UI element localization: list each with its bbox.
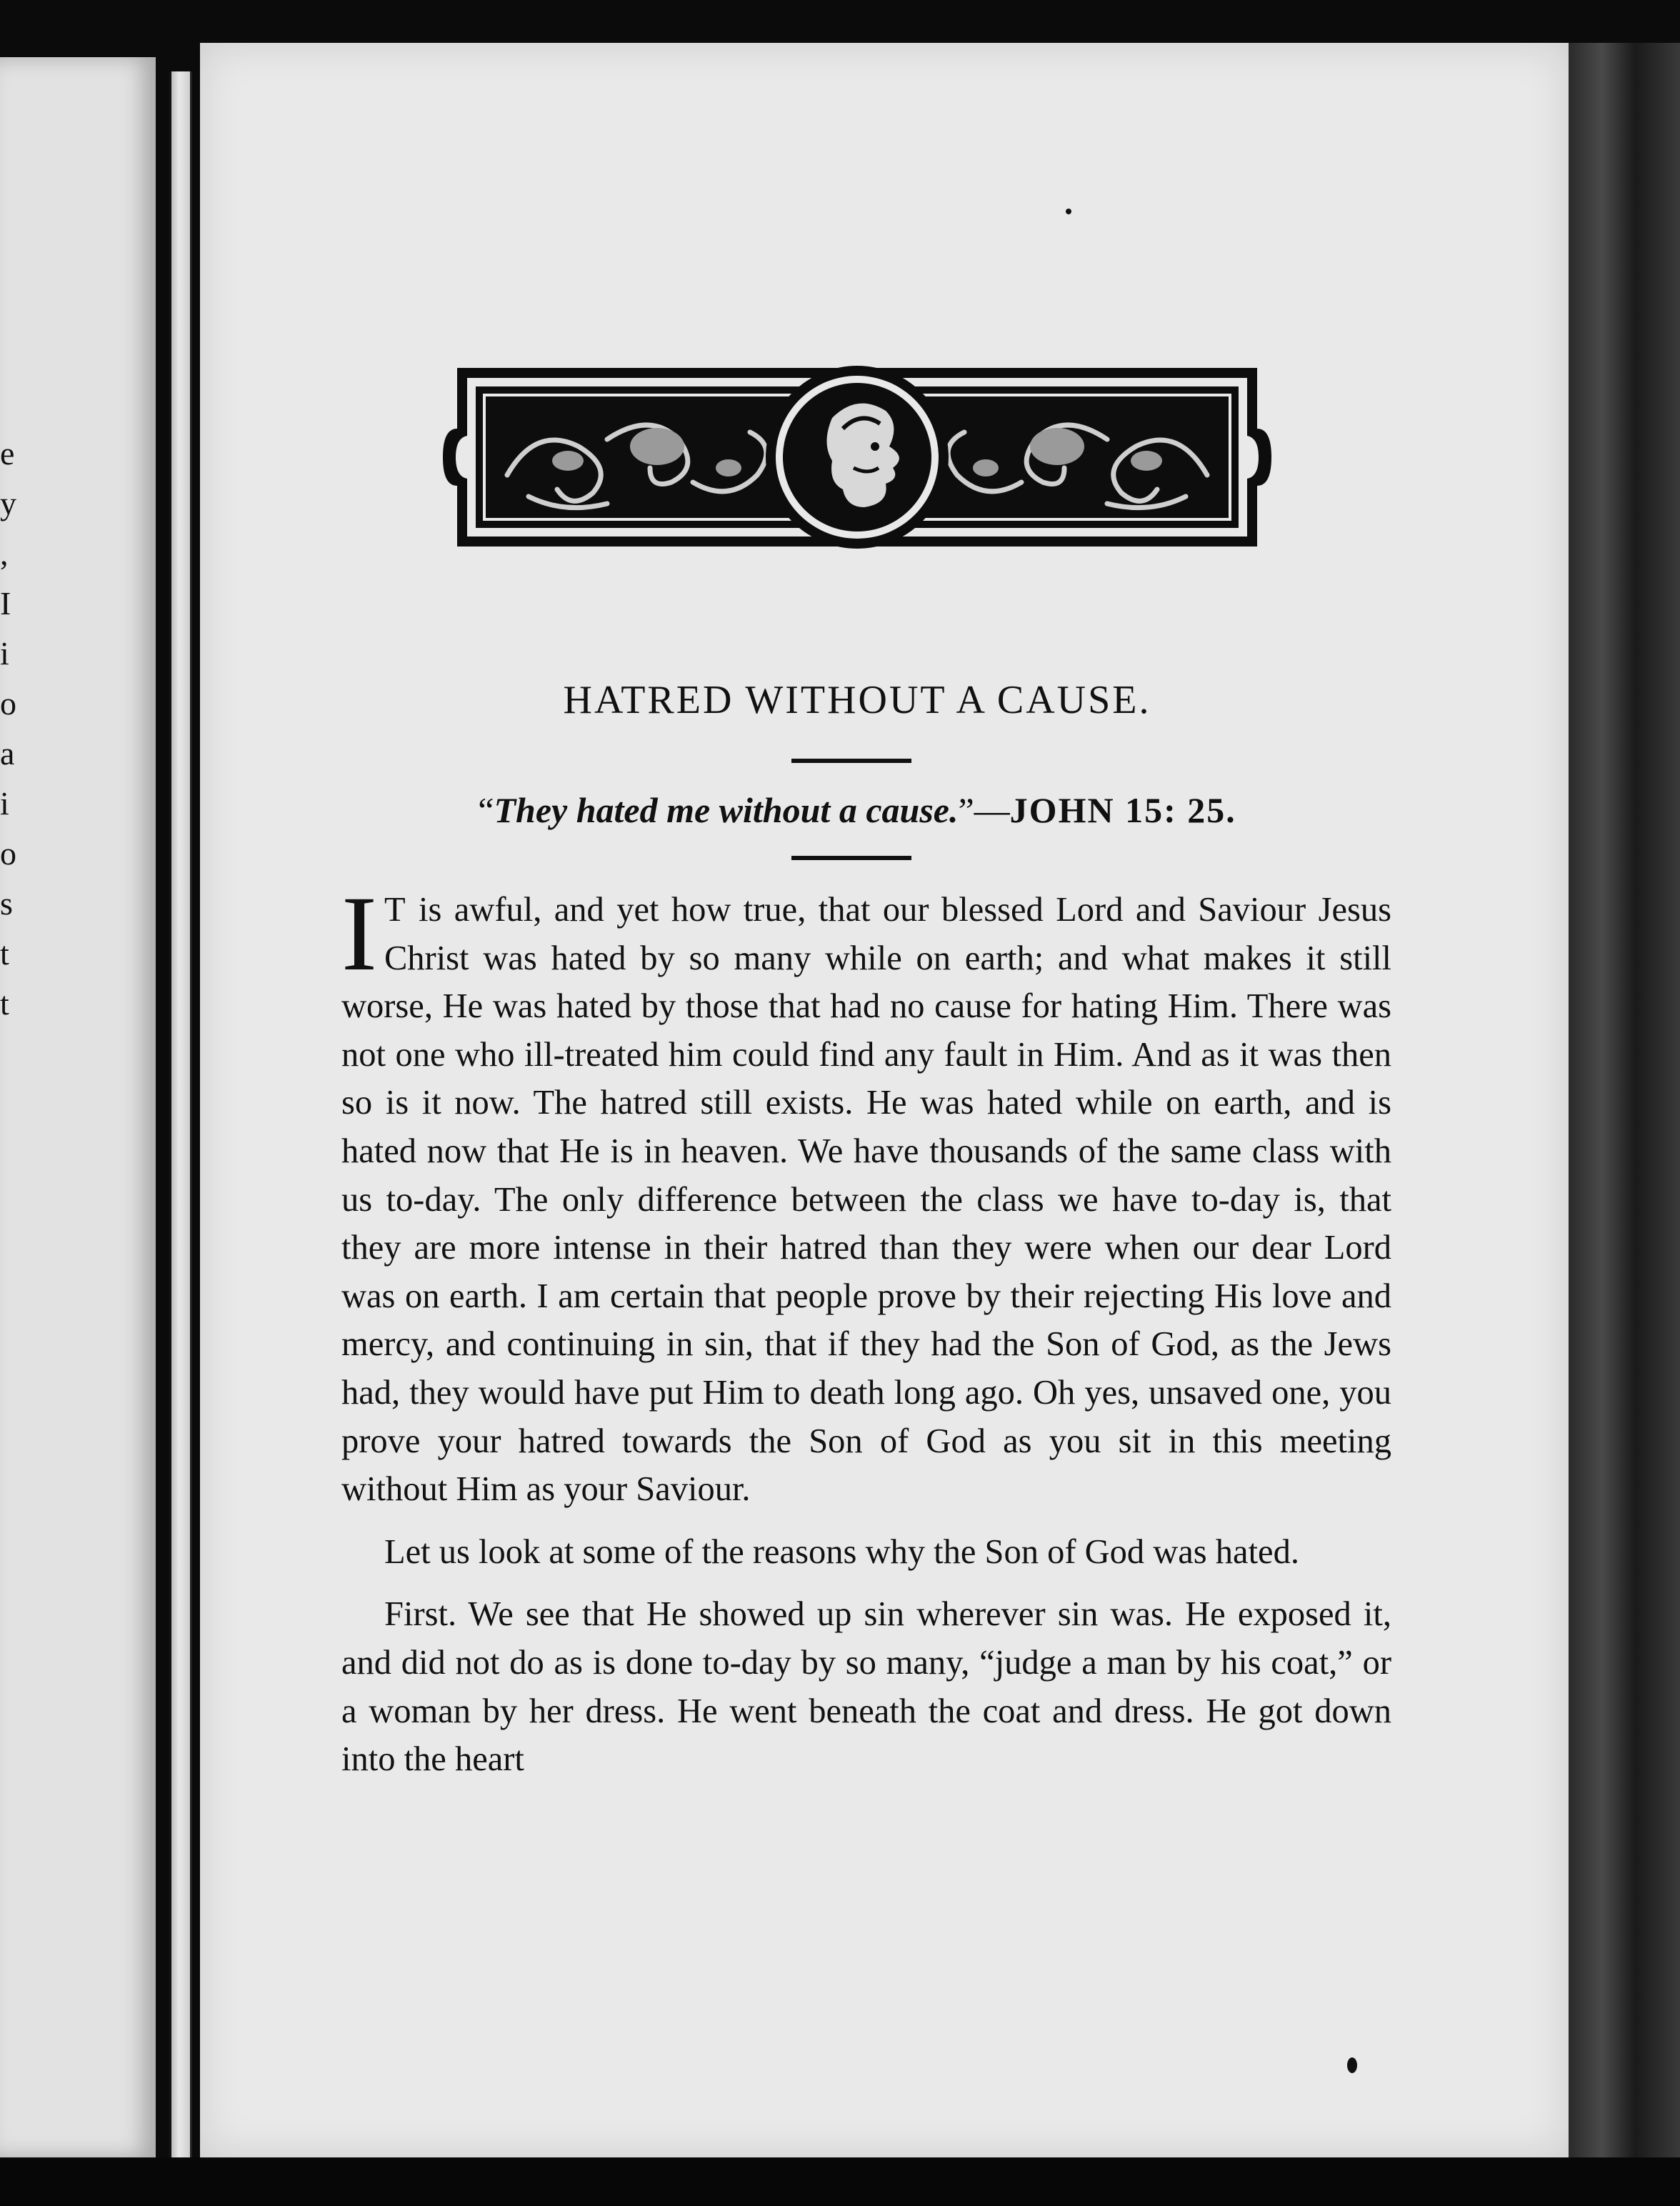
epigraph-close-quote: ”— <box>958 790 1010 830</box>
epigraph-quote: They hated me without a cause. <box>494 790 959 830</box>
left-page-edge-letters: e y , I i o a i o s t t <box>0 435 16 1022</box>
left-facing-page <box>0 57 156 2157</box>
paragraph-1-text: is awful, and yet how true, that our blessed Lord and Saviour Jesus Christ was hated by so many while on earth; and what makes it still worse, He was hated by those that had no cause for hating Him. There was not one who ill-treated him could find any fault in Him. And as it was then so is it now. The hatred still exists. He was hated while on earth, and is hated now that He is in heaven. We have thousands of the same class with us to-day. The only difference between the class we have to-day is, that they are more intense in their hatred than they were when our dear Lord was on earth. I am certain that people prove by their rejecting His love and mercy, and continuing in sin, that if they had the Son of God, as the Jews had, they would have put Him to death long ago. Oh yes, unsaved one, you prove your hatred towards the Son of God as you sit in this meeting without Him as your Saviour. <box>341 891 1391 1509</box>
epigraph-divider-rule <box>791 856 911 860</box>
drop-cap-word-rest: T <box>384 891 406 929</box>
drop-cap-letter: I <box>341 874 377 993</box>
book-gutter <box>169 71 192 2157</box>
paragraph-2: Let us look at some of the reasons why the Son of God was hated. <box>384 1532 1299 1571</box>
chapter-body <box>341 874 1391 1798</box>
scripture-epigraph <box>429 789 1286 831</box>
ink-speck <box>1066 209 1071 214</box>
ornamental-headpiece <box>443 361 1271 554</box>
paragraph-3: First. We see that He showed up sin wherever sin was. He exposed it, and did not do as is done to-day by so many, “judge a man by his coat,” or a woman by her dress. He went beneath the coat and dress. He got down into the heart <box>341 1595 1391 1779</box>
epigraph-open-quote: “ <box>478 790 494 830</box>
page-stack-edge <box>1569 43 1680 2157</box>
ink-speck <box>1347 2057 1357 2073</box>
paragraph-1 <box>341 874 1391 1514</box>
chapter-title: HATRED WITHOUT A CAUSE. <box>563 678 1151 722</box>
epigraph-reference: JOHN 15: 25. <box>1009 790 1236 830</box>
title-divider-rule <box>791 759 911 763</box>
scan-border <box>0 2157 1680 2206</box>
